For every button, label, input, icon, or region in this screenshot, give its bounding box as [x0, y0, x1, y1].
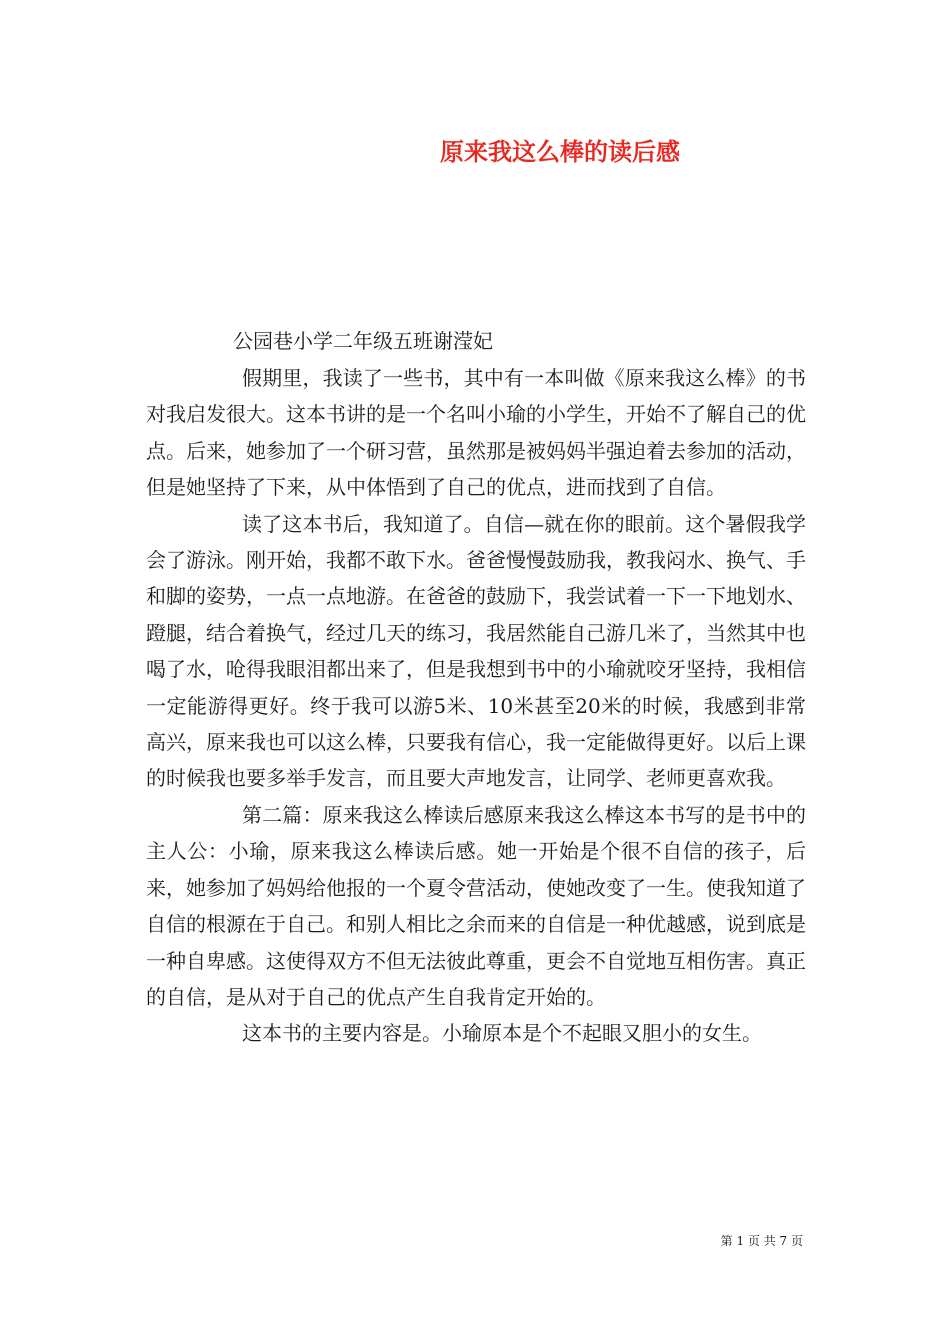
document-title: 原来我这么棒的读后感 [440, 137, 680, 166]
page-number-footer: 第 1 页 共 7 页 [720, 1234, 803, 1248]
paragraph: 读了这本书后，我知道了。自信—就在你的眼前。这个暑假我学会了游泳。刚开始，我都不敢下水。爸爸慢慢鼓励我，教我闷水、换气、手和脚的姿势，一点一点地游。在爸爸的鼓励下，我尝试着一下一下地划水、蹬腿，结合着换气，经过几天的练习，我居然能自己游几米了，当然其中也喝了水，呛得我眼泪都出来了，但是我想到书中的小瑜就咬牙坚持，我相信一定能游得更好。终于我可以游5米、10米甚至20米的时候，我感到非常高兴，原来我也可以这么棒，只要我有信心，我一定能做得更好。以后上课的时候我也要多举手发言，而且要大声地发言，让同学、老师更喜欢我。 [146, 511, 806, 791]
author-line: 公园巷小学二年级五班谢滢妃 [233, 329, 493, 353]
paragraph: 这本书的主要内容是。小瑜原本是个不起眼又胆小的女生。 [242, 1021, 762, 1046]
document-body [146, 360, 806, 1052]
paragraph: 第二篇：原来我这么棒读后感原来我这么棒这本书写的是书中的主人公：小瑜，原来我这么棒读后感。她一开始是个很不自信的孩子，后来，她参加了妈妈给他报的一个夏令营活动，使她改变了一生。使我知道了自信的根源在于自己。和别人相比之余而来的自信是一种优越感，说到底是一种自卑感。这使得双方不但无法彼此尊重，更会不自觉地互相伤害。真正的自信，是从对于自己的优点产生自我肯定开始的。 [146, 802, 806, 1009]
paragraph: 假期里，我读了一些书，其中有一本叫做《原来我这么棒》的书对我启发很大。这本书讲的是一个名叫小瑜的小学生，开始不了解自己的优点。后来，她参加了一个研习营，虽然那是被妈妈半强迫着去参加的活动，但是她坚持了下来，从中体悟到了自己的优点，进而找到了自信。 [146, 366, 806, 500]
